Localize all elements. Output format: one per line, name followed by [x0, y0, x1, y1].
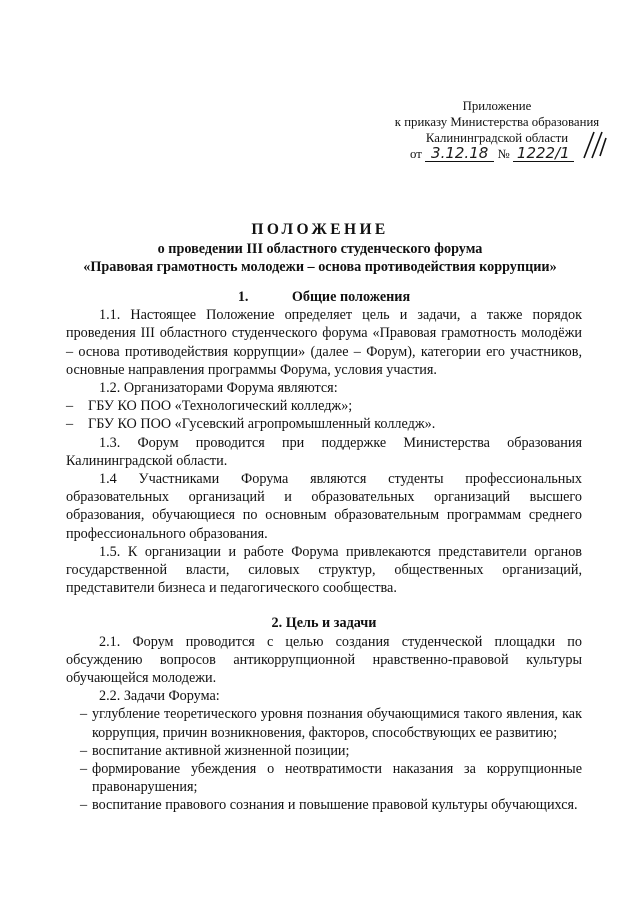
from-label: от [410, 147, 422, 161]
section-1-number: 1. [237, 289, 249, 305]
section-1-title: Общие положения [291, 289, 411, 305]
title-subtitle-2: «Правовая грамотность молодежи – основа противодействия коррупции» [83, 259, 557, 275]
paragraph-1-3: 1.3. Форум проводится при поддержке Министерства образования Калининградской области. [66, 434, 582, 469]
paragraph-1-2: 1.2. Организаторами Форума являются: [99, 380, 338, 397]
paragraph-1-5: 1.5. К организации и работе Форума привлекаются представители органов государственной власти, силовых структур, общественных организаций, представители бизнеса и педагогического сообщества. [66, 543, 582, 597]
paragraph-2-1: 2.1. Форум проводится с целью создания студенческой площадки по обсуждению вопросов антикоррупционной нравственно-правовой культуры обучающейся молодежи. [66, 633, 582, 687]
organizer-item-1: – ГБУ КО ПОО «Технологический колледж»; [66, 398, 353, 415]
section-2-heading: 2. Цель и задачи [271, 615, 377, 632]
handwritten-date: 3.12.18 [425, 146, 494, 162]
appendix-header [392, 98, 602, 162]
task-item: – формирование убеждения о неотвратимости наказания за коррупционные правонарушения; [80, 761, 582, 796]
signature-stroke-icon [580, 128, 610, 162]
task-item: – воспитание активной жизненной позиции; [80, 742, 350, 759]
title-subtitle-1: о проведении III областного студенческого форума [157, 241, 483, 257]
document-title [66, 220, 574, 276]
task-item: – воспитание правового сознания и повышение правовой культуры обучающихся. [80, 797, 578, 814]
order-reference: к приказу Министерства образования [394, 115, 600, 129]
section-1-heading [66, 288, 582, 306]
date-number-line [410, 146, 602, 162]
section-general [66, 288, 582, 815]
appendix-label: Приложение [462, 99, 532, 113]
organizer-item-2: – ГБУ КО ПОО «Гусевский агропромышленный колледж». [66, 416, 436, 433]
title-main: ПОЛОЖЕНИЕ [251, 221, 389, 238]
paragraph-1-1: 1.1. Настоящее Положение определяет цель и задачи, а также порядок проведения III областного студенческого форума «Правовая грамотность молодёжи – основа противодействия коррупции» (далее – Форум), категории его участников, основные направления программы Форума, условия участия. [66, 307, 582, 378]
paragraph-2-2: 2.2. Задачи Форума: [99, 688, 220, 705]
task-item: – углубление теоретического уровня познания обучающимися такого явления, как коррупция, причин возникновения, факторов, способствующих ее развитию; [80, 706, 582, 741]
region-name: Калининградской области [425, 131, 569, 145]
number-label: № [497, 147, 510, 161]
paragraph-1-4: 1.4 Участниками Форума являются студенты профессиональных образовательных организаций и образовательных организаций высшего образования, обучающиеся по основным образовательным программам среднего профессионального образования. [66, 471, 582, 542]
handwritten-number: 1222/1 [513, 146, 574, 162]
